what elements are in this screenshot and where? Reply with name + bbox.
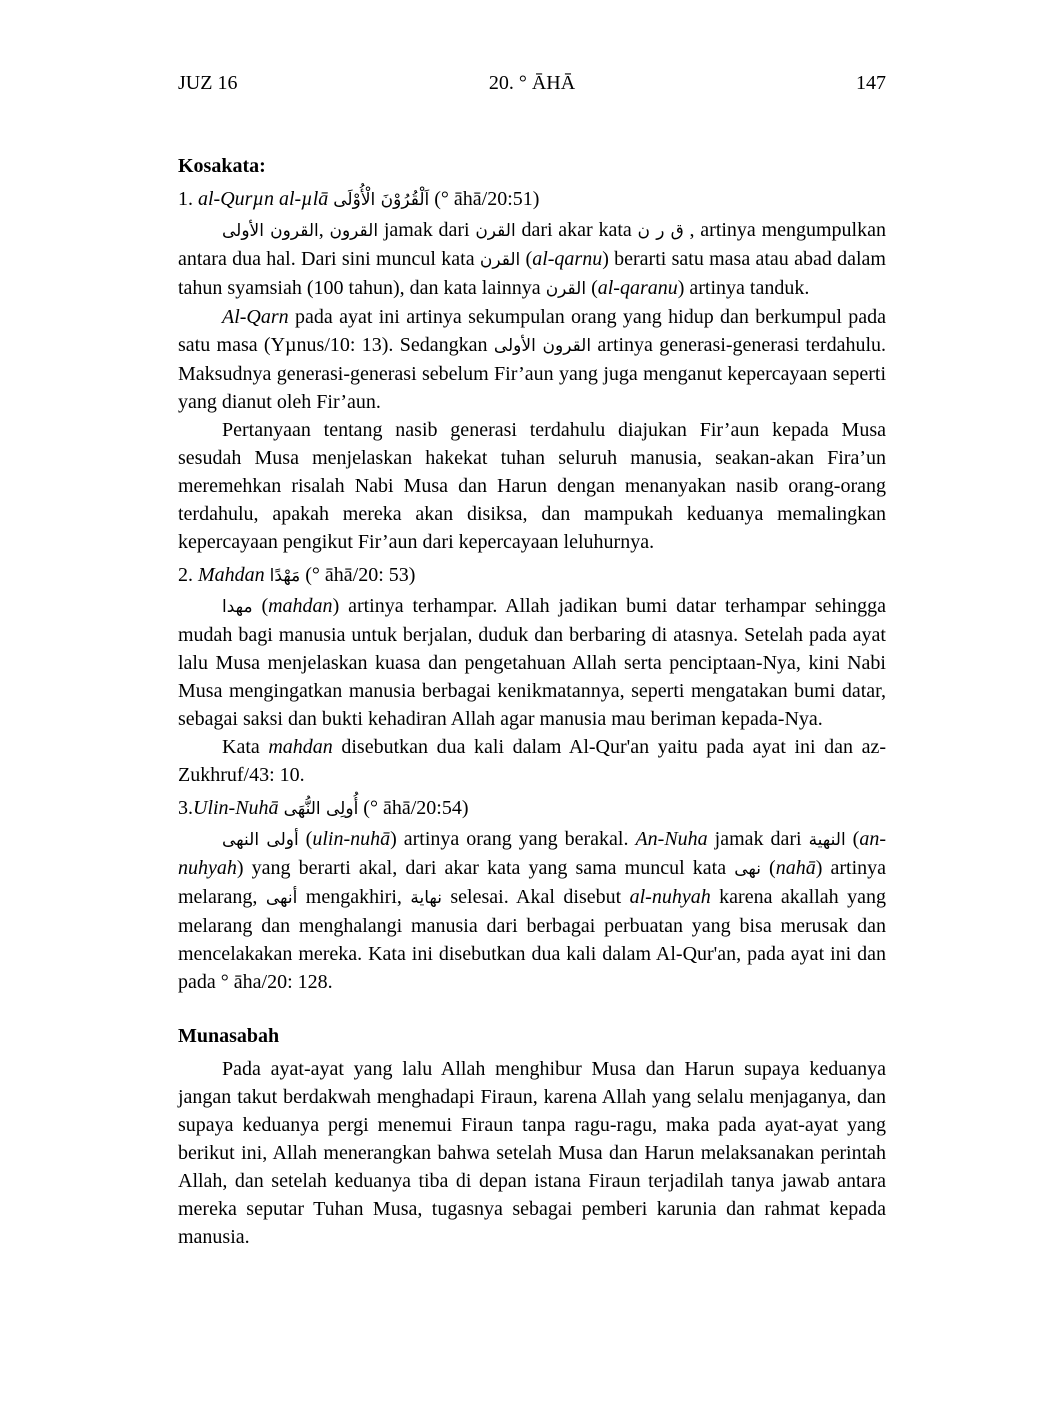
vocab-item-1-para-3 — [178, 416, 886, 556]
text-segment: disebutkan dua kali dalam Al-Qur'an yaitu pada ayat ini dan az-Zukhruf/43: 10. — [178, 736, 886, 786]
vocab-item-3-title — [178, 794, 886, 823]
italic-text-segment: Al-Qarn — [222, 306, 289, 328]
text-segment: karena akallah yang melarang dan menghalangi manusia dari berbagai perbuatan yang bisa merusak dan mencelakakan mereka. Kata ini disebutkan dua kali dalam Al-Qur'an, pada ayat ini dan pada ° āha/20: 128. — [178, 886, 886, 993]
vocab-item-1-para-2 — [178, 303, 886, 416]
document-blocks — [178, 152, 886, 1251]
italic-text-segment: al-qaranu — [597, 277, 678, 299]
text-segment: ) berarti satu masa atau abad dalam tahun syamsiah (100 tahun), dan kata lainnya — [178, 248, 886, 299]
text-segment: mengakhiri, — [297, 886, 411, 908]
text-segment: (° āhā/20: 53) — [300, 564, 416, 586]
italic-text-segment: ulin-nuhā — [312, 828, 391, 850]
text-segment: ( — [298, 828, 313, 850]
text-segment: ( — [586, 277, 598, 299]
arabic-text-segment: القرون الأولى — [493, 336, 592, 356]
vocab-item-1-para-1 — [178, 216, 886, 303]
section-heading-kosakata: Kosakata: — [178, 155, 266, 177]
text-segment: ) artinya terhampar. Allah jadikan bumi datar terhampar sehingga mudah bagi manusia untuk berjalan, duduk dan berbaring di atasnya. Setelah pada ayat lalu Musa menjelaskan kuasa dan pengetahuan Allah serta penciptaan-Nya, kini Nabi Musa mengingatkan manusia berbagai kenikmatannya, seperti mengatakan bumi datar, sebagai saksi dan bukti kehadiran Allah agar manusia mau beriman kepada-Nya. — [178, 595, 886, 730]
arabic-text-segment: نهى — [734, 859, 761, 879]
vocab-item-1-title — [178, 185, 886, 214]
text-segment: 3. — [178, 797, 193, 819]
text-segment: ) artinya orang yang berakal. — [390, 828, 636, 850]
italic-text-segment: al-nuhyah — [629, 886, 711, 908]
text-segment: artinya generasi-generasi terdahulu. Maksudnya generasi-generasi sebelum Fir’aun yang juga menganut kepercayaan seperti yang dianut oleh Fir’aun. — [178, 334, 887, 413]
text-segment: (° āhā/20:51) — [429, 188, 540, 210]
arabic-text-segment: النهية — [808, 830, 846, 850]
text-segment: pada ayat ini artinya sekumpulan orang yang hidup dan berkumpul pada satu masa (Yµnus/10: 13). Sedangkan — [178, 306, 886, 356]
arabic-text-segment: القرن — [475, 221, 516, 241]
italic-text-segment: al-Qurµn al-µlā — [198, 188, 334, 210]
italic-text-segment: al-qarnu — [532, 248, 603, 270]
arabic-text-segment: أولى النهى — [222, 830, 299, 850]
italic-text-segment: an-nuhyah — [178, 828, 886, 879]
text-segment: ) artinya melarang, — [178, 857, 887, 908]
italic-text-segment: Ulin-Nuhā — [193, 797, 284, 819]
italic-text-segment: mahdan — [268, 736, 333, 758]
italic-text-segment: mahdan — [268, 595, 333, 617]
text-segment: Pada ayat-ayat yang lalu Allah menghibur Musa dan Harun supaya keduanya jangan takut berdakwah menghadapi Firaun, karena Allah yang selalu menjaganya, dan supaya keduanya pergi menemui Firaun tanpa ragu-ragu, maka pada ayat-ayat yang berikut ini, Allah menerangkan bahwa setelah Musa dan Harun melaksanakan perintah Allah, dan setelah keduanya tiba di depan istana Firaun terjadilah tanya jawab antara mereka seputar Tuhan Musa, tugasnya sebagai pemberi karunia dan rahmat kepada manusia. — [178, 1058, 886, 1248]
arabic-text-segment: مهدا — [222, 597, 253, 617]
vocab-item-3-para-1 — [178, 825, 886, 996]
page-header — [178, 70, 886, 96]
arabic-text-segment: نهاية — [410, 888, 442, 908]
arabic-text-segment: مَهْدًا — [269, 566, 301, 586]
text-segment: , artinya mengumpulkan antara dua hal. Dari sini muncul kata — [178, 219, 886, 270]
arabic-text-segment: القرن — [479, 250, 521, 270]
text-segment: ) yang berarti akal, dari akar kata yang sama muncul kata — [236, 857, 735, 879]
arabic-text-segment: القرن — [545, 279, 587, 299]
text-segment: ( — [760, 857, 776, 879]
italic-text-segment: nahā — [775, 857, 816, 879]
text-segment: (° āhā/20:54) — [358, 797, 469, 819]
italic-text-segment: An-Nuha — [635, 828, 708, 850]
arabic-text-segment: القرون — [329, 221, 379, 241]
arabic-text-segment: أنهى — [265, 888, 298, 908]
text-segment: , — [318, 219, 330, 241]
text-segment: selesai. Akal disebut — [441, 886, 630, 908]
juz-label: JUZ 16 — [178, 72, 238, 94]
text-segment: Kata — [222, 736, 269, 758]
text-segment: ( — [845, 828, 860, 850]
arabic-text-segment: اَلْقُرُوْنَ الْأُوْلَى — [333, 190, 430, 210]
vocab-item-2-para-1 — [178, 592, 886, 733]
munasabah-para-1 — [178, 1055, 886, 1251]
text-segment: dari akar kata — [515, 219, 638, 241]
text-segment: ( — [520, 248, 533, 270]
italic-text-segment: Mahdan — [198, 564, 270, 586]
vocab-item-2-para-2 — [178, 733, 886, 789]
text-segment: ( — [252, 595, 269, 617]
arabic-text-segment: ق ر ن — [637, 221, 684, 241]
section-heading-munasabah: Munasabah — [178, 1025, 280, 1047]
text-segment: jamak dari — [378, 219, 476, 241]
text-segment: jamak dari — [707, 828, 809, 850]
arabic-text-segment: القرون الأولى — [222, 221, 319, 241]
vocab-item-2-title — [178, 561, 886, 590]
text-segment: ) artinya tanduk. — [677, 277, 810, 299]
text-segment: 1. — [178, 188, 198, 210]
arabic-text-segment: أُولِى النُّهَى — [283, 799, 359, 819]
text-segment: Pertanyaan tentang nasib generasi terdahulu diajukan Fir’aun kepada Musa sesudah Musa menjelaskan hakekat tuhan seluruh manusia, seakan-akan Fira’un meremehkan risalah Nabi Musa dan Harun dengan menanyakan nasib orang-orang terdahulu, apakah mereka akan disiksa, dan mampukah keduanya memalingkan kepercayaan pengikut Fir’aun dari kepercayaan leluhurnya. — [178, 419, 886, 553]
page-number: 147 — [856, 72, 886, 94]
text-segment: 2. — [178, 564, 198, 586]
chapter-title: 20. ° ĀHĀ — [488, 72, 576, 94]
